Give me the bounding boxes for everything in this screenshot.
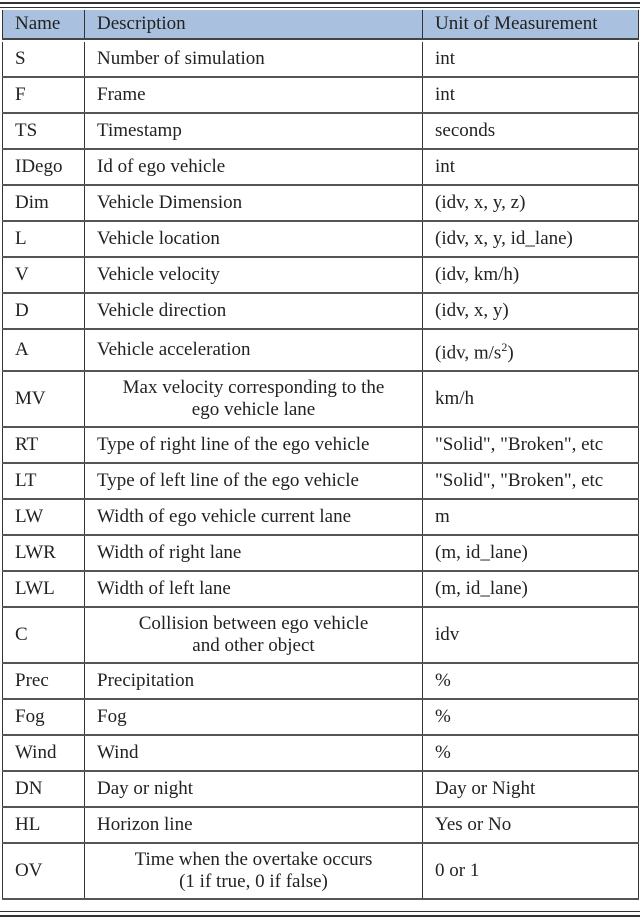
cell-unit: 0 or 1 — [423, 843, 639, 899]
top-rule — [0, 2, 640, 4]
description-line-2: ego vehicle lane — [191, 399, 316, 420]
table-row — [3, 807, 639, 843]
table-row — [3, 663, 639, 699]
cell-name: LWR — [3, 535, 85, 571]
table-row — [3, 535, 639, 571]
cell-description: Vehicle Dimension — [85, 185, 423, 221]
table-row — [3, 329, 639, 371]
cell-description: Timestamp — [85, 113, 423, 149]
bottom-rule — [0, 915, 640, 917]
cell-name: Dim — [3, 185, 85, 221]
description-line-1: Time when the overtake occurs — [134, 849, 373, 870]
cell-unit: int — [423, 77, 639, 113]
table-row — [3, 463, 639, 499]
cell-name: MV — [3, 371, 85, 427]
table-row — [3, 77, 639, 113]
cell-description: Type of left line of the ego vehicle — [85, 463, 423, 499]
cell-name: A — [3, 329, 85, 371]
header-name: Name — [3, 10, 85, 39]
cell-description — [85, 607, 423, 663]
cell-description: Id of ego vehicle — [85, 149, 423, 185]
table-row — [3, 735, 639, 771]
cell-unit: % — [423, 735, 639, 771]
cell-unit — [423, 329, 639, 371]
cell-name: LT — [3, 463, 85, 499]
cell-name: Fog — [3, 699, 85, 735]
table-row — [3, 771, 639, 807]
cell-name: RT — [3, 427, 85, 463]
variables-table — [2, 10, 639, 900]
description-line-1: Collision between ego vehicle — [138, 613, 369, 634]
cell-unit: (idv, x, y, z) — [423, 185, 639, 221]
cell-unit: "Solid", "Broken", etc — [423, 463, 639, 499]
cell-description: Frame — [85, 77, 423, 113]
cell-name: C — [3, 607, 85, 663]
cell-description: Width of right lane — [85, 535, 423, 571]
cell-unit: (idv, km/h) — [423, 257, 639, 293]
cell-unit: seconds — [423, 113, 639, 149]
cell-name: HL — [3, 807, 85, 843]
cell-name: LWL — [3, 571, 85, 607]
cell-unit: (idv, x, y) — [423, 293, 639, 329]
cell-unit: km/h — [423, 371, 639, 427]
cell-name: LW — [3, 499, 85, 535]
cell-unit: idv — [423, 607, 639, 663]
unit-text: (idv, m/s — [435, 342, 502, 364]
table-row — [3, 221, 639, 257]
cell-name: V — [3, 257, 85, 293]
cell-description: Precipitation — [85, 663, 423, 699]
cell-name: DN — [3, 771, 85, 807]
cell-description — [85, 843, 423, 899]
cell-description — [85, 371, 423, 427]
table-row — [3, 185, 639, 221]
cell-unit: (idv, x, y, id_lane) — [423, 221, 639, 257]
cell-name: Wind — [3, 735, 85, 771]
cell-unit: % — [423, 663, 639, 699]
table-row — [3, 293, 639, 329]
table-row — [3, 371, 639, 427]
table-row — [3, 843, 639, 899]
table-header — [3, 10, 639, 39]
cell-unit: Yes or No — [423, 807, 639, 843]
cell-description: Number of simulation — [85, 42, 423, 77]
cell-name: D — [3, 293, 85, 329]
cell-name: IDego — [3, 149, 85, 185]
cell-description: Day or night — [85, 771, 423, 807]
cell-description: Vehicle direction — [85, 293, 423, 329]
header-unit: Unit of Measurement — [423, 10, 639, 39]
cell-name: L — [3, 221, 85, 257]
cell-unit: (m, id_lane) — [423, 535, 639, 571]
cell-description: Vehicle velocity — [85, 257, 423, 293]
unit-suffix: ) — [507, 342, 514, 364]
cell-unit: (m, id_lane) — [423, 571, 639, 607]
table-row — [3, 42, 639, 77]
cell-unit: int — [423, 42, 639, 77]
cell-unit: "Solid", "Broken", etc — [423, 427, 639, 463]
cell-description: Width of left lane — [85, 571, 423, 607]
cell-description: Type of right line of the ego vehicle — [85, 427, 423, 463]
cell-unit: Day or Night — [423, 771, 639, 807]
table-row — [3, 499, 639, 535]
table-row — [3, 257, 639, 293]
unit-exponent: 2 — [501, 339, 508, 354]
cell-description: Vehicle acceleration — [85, 329, 423, 371]
cell-name: TS — [3, 113, 85, 149]
table-row — [3, 427, 639, 463]
cell-name: S — [3, 42, 85, 77]
cell-description: Width of ego vehicle current lane — [85, 499, 423, 535]
cell-unit: m — [423, 499, 639, 535]
description-line-1: Max velocity corresponding to the — [122, 377, 385, 398]
table-row — [3, 113, 639, 149]
cell-description: Vehicle location — [85, 221, 423, 257]
cell-unit: % — [423, 699, 639, 735]
description-line-2: and other object — [192, 635, 315, 656]
top-rule-thin — [0, 7, 640, 8]
cell-name: OV — [3, 843, 85, 899]
bottom-rule-thin — [0, 911, 640, 912]
cell-description: Fog — [85, 699, 423, 735]
cell-name: F — [3, 77, 85, 113]
table-row — [3, 149, 639, 185]
table-row — [3, 571, 639, 607]
header-description: Description — [85, 10, 423, 39]
cell-unit: int — [423, 149, 639, 185]
cell-description: Horizon line — [85, 807, 423, 843]
cell-description: Wind — [85, 735, 423, 771]
table-row — [3, 699, 639, 735]
cell-name: Prec — [3, 663, 85, 699]
table-row — [3, 607, 639, 663]
description-line-2: (1 if true, 0 if false) — [179, 871, 328, 892]
